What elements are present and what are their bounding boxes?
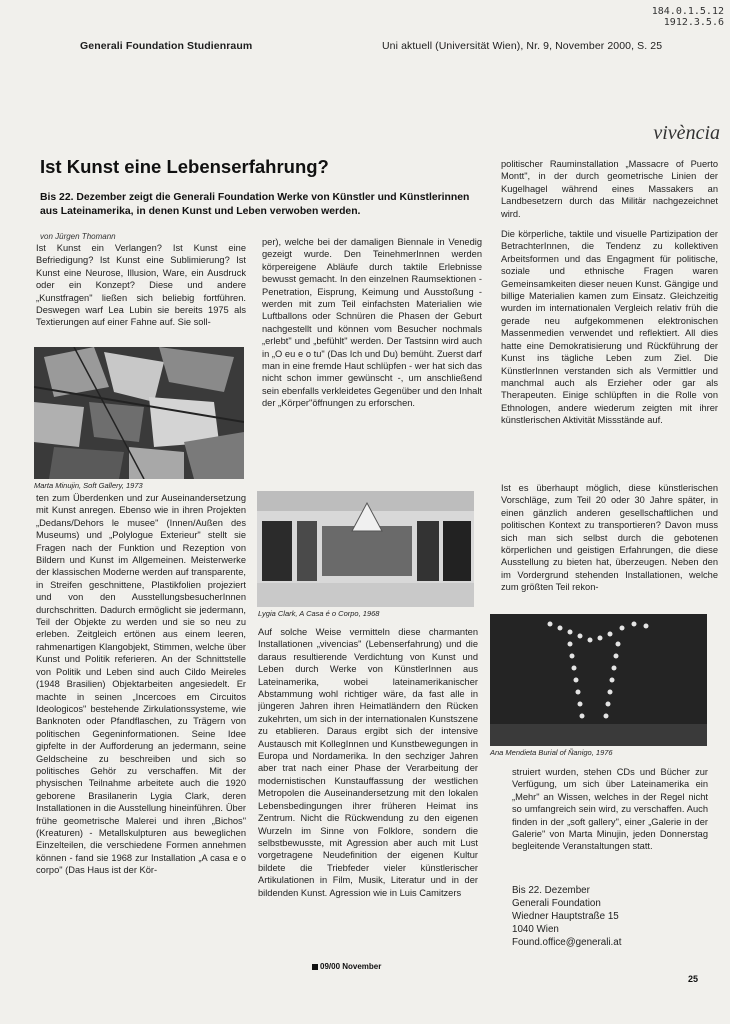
header-source: Generali Foundation Studienraum [80,40,253,52]
article-column-3-middle [501,482,718,607]
photo-casa-corpo [257,491,474,607]
article-byline: von Jürgen Thomann [40,232,116,241]
article-column-1-bottom [36,492,246,950]
section-label: vivència [653,122,720,144]
paragraph: Ist Kunst ein Verlangen? Ist Kunst eine Befriedigung? Ist Kunst eine Sublimierung? Ist Kunst eine Neurose, Illusion, Ware, ein Ausdruck oder ein Konzept? Diese und andere „Kunstfragen" ließen sich beliebig fortführen. Deswegen warf Lea Lubin sie bereits 1975 als Textierungen auf einer Fahne auf. Sie soll- [36,243,246,328]
article-column-1-top [36,242,246,342]
paragraph: ten zum Überdenken und zur Auseinandersetzung mit Kunst anregen. Ebenso wie in ihren Projekten „Dedans/Dehors le musee" (Innen/Außen des Museums) und „Polylogue Exterieur" stellt sie Fragen nach der Funktion und Rezeption von Bildern und Kunst im Allgemeinen. Meisterwerke der klassischen Moderne werden auf transparente, in Streifen geschnittene, Plastikfolien projeziert und von den AusstellungsbesucherInnen durchschritten. Dadurch ermöglicht sie jedermann, Teil der Objekte zu werden und sie so neu zu erleben. Zeitgleich ertönen aus einem leeren, rahmenartigen Klangobjekt, Stimmen, welche über Kunst und Politik referieren. An der Schnittstelle von Politik und Leben sind auch Cildo Meireles (1948 Brasilien) Objektarbeiten angesiedelt. Er machte in seinen „Incercoes em Circuitos Ideologicos" bestehende Zirkulationssysteme, wie Banknoten oder Pfandflaschen, zu Trägern von politischen Gegeninformationen. Seine Idee gipfelte in der Aufforderung an jedermann, seine Geldscheine zu beschreiben und sich so politisches Gehör zu verschaffen. Mit der physischen Teilnahme arbeitete auch die 1920 geborene Brasilanerin Lygia Clark, deren Installationen in die Ausstellung hineinführen. Über frühe geometrische Malerei und ihren „Bichos" (Kreaturen) - Metallskulpturen aus beweglichen Einzelteilen, die verschiedene Formen annehmen können - fand sie 1968 zur Installation „A casa e o corpo" (Das Haus ist der Kör- [36,493,246,876]
handwritten-note [652,6,724,28]
magazine-logo-icon [312,964,318,970]
exhibition-info [512,884,708,949]
photo-burial-nanigo [490,614,707,746]
caption-photo3: Ana Mendieta Burial of Ñanigo, 1976 [490,748,613,757]
handwritten-note-line: 1912.3.5.6 [663,17,724,28]
photo-soft-gallery [34,347,244,479]
article-lead: Bis 22. Dezember zeigt die Generali Foundation Werke von Künstler und Künstlerinnen aus Lateinamerika, in denen Kunst und Leben verwoben werden. [40,192,470,217]
caption-photo2: Lygia Clark, A Casa é o Corpo, 1968 [258,609,380,618]
paragraph: Die körperliche, taktile und visuelle Partizipation der BetrachterInnen, die Tendenz zu kollektiven Arbeitsformen und das Engagment für politische, soziale und ethnische Fragen waren Gemeinsamkeiten dieser neuen Kunst. Gängige und billige Materialien kamen zum Einsatz. Gleichzeitig wurden im internationalen Vergleich relativ früh die gerade neu aufgekommenen elektronischen Massenmedien verwendet und reflektiert. All dies hatte eine Demokratisierung und Rückführung der Kunst ins tägliche Leben zum Ziel. Die KünstlerInnen verstanden sich als Vermittler und manchmal auch als Erzieher oder gar als Therapeuten. Einige schlüpften in die Rolle von Ethnologen, andere wiederum zeigten mit ihrer künstlerischen Aktivität Missstände auf. [501,229,718,426]
page-number: 25 [688,974,699,984]
paragraph: politischer Rauminstallation „Massacre of Puerto Montt", in der durch geometrische Linien der Kugelhagel während eines Massakers an Landbesetzern durch das Militär nachgezeichnet wird. [501,159,718,219]
caption-photo1: Marta Minujin, Soft Gallery, 1973 [34,481,143,490]
article-column-2-bottom [258,626,478,952]
info-street: Wiedner Hauptstraße 15 [512,911,619,922]
paragraph: Ist es überhaupt möglich, diese künstlerischen Vorschläge, zum Teil 20 oder 30 Jahre später, in einen gänzlich anderen gesellschaftlichen und politischen Kontext zu transportieren? Davon muss sich man sich selbst durch die gebotenen körperlichen und geistigen Erfahrungen, die diese Ausstellung zu bieten hat, überzeugen. Neben den im Vordergrund stehenden Installationen, welche zum größten Teil rekon- [501,483,718,593]
info-venue: Generali Foundation [512,898,601,909]
article-headline: Ist Kunst eine Lebenserfahrung? [40,156,329,177]
paragraph: struiert wurden, stehen CDs und Bücher zur Verfügung, um sich über Lateinamerika ein „Mehr" an Wissen, welches in der Regel nicht so umfangreich sein wird, zu verschaffen. Auch finden in der „soft gallery", einer „Galerie in der Galerie" von Marta Minujin, jeden Donnerstag begleitende Veranstaltungen statt. [512,767,708,852]
footer-issue-text: 09/00 November [320,962,382,971]
info-dates: Bis 22. Dezember [512,885,590,896]
paragraph: Auf solche Weise vermitteln diese charmanten Installationen „vivencias" (Lebenserfahrung) und die daraus resultierende Verdichtung von Kunst und Leben durch Werke von KünstlerInnen aus Lateinamerika, wobei lateinamerikanischer Abstammung wohl richtiger wäre, da fast alle in jüngeren Jahren ihren Heimatländern den Rücken zukehrten, um sich in der internationalen Kunstszene zu etablieren. Daraus ergibt sich der intensive Austausch mit KollegInnen und Kunstbewegungen in Europa und Nordamerika. In den sechziger Jahren aber trat nach einer Phase der Verarbeitung der modernistischen Kunstauffassung der westlichen Metropolen die Auseinandersetzung mit den lokalen Lebensbedingungen ihrer früheren Heimat ins Zentrum. Nicht die Rückwendung zu den eigenen Wurzeln im Sinne von Folklore, sondern die selbstbewusste, mit Agression aber auch mit Lust vorgetragene Neudefinition der eigenen Kultur bildete die Triebfeder vieler künstlerischer Artikulationen in Film, Musik, Literatur und in der bildenden Kunst. Agression wie in Luis Camitzers [258,627,478,898]
footer-issue [312,962,381,971]
paragraph: per), welche bei der damaligen Biennale in Venedig gezeigt wurde. Den TeinehmerInnen werden körpereigene Abläufe durch taktile Erlebnisse bewusst gemacht. In den einzelnen Raumsektionen - Penetration, Eisprung, Keimung und Ausstoßung - werden mit zum Teil einfachsten Materialien wie Luftballons oder Schnüren die Phasen der Geburt nachgestellt und können vom Besucher nochmals „erlebt" und „befühlt" werden. Der Tastsinn wird auch in „O eu e o tu" (Das Ich und Du) bemüht. Zuerst darf man in eine fremde Haut schlüpfen - wer hat sich das nicht schon immer gewünscht -, um anschließend sein ebenfalls verkleidetes Gegenüber und den Inhalt der „Körper"öffnungen zu erforschen. [262,237,482,409]
handwritten-note-line: 184.0.1.5.12 [651,6,724,17]
article-column-3-bottom [512,766,708,866]
article-column-2-top [262,236,482,454]
info-city: 1040 Wien [512,924,559,935]
header-citation: Uni aktuell (Universität Wien), Nr. 9, November 2000, S. 25 [382,40,663,52]
info-email: Found.office@generali.at [512,937,622,948]
article-column-3-top [501,158,718,480]
